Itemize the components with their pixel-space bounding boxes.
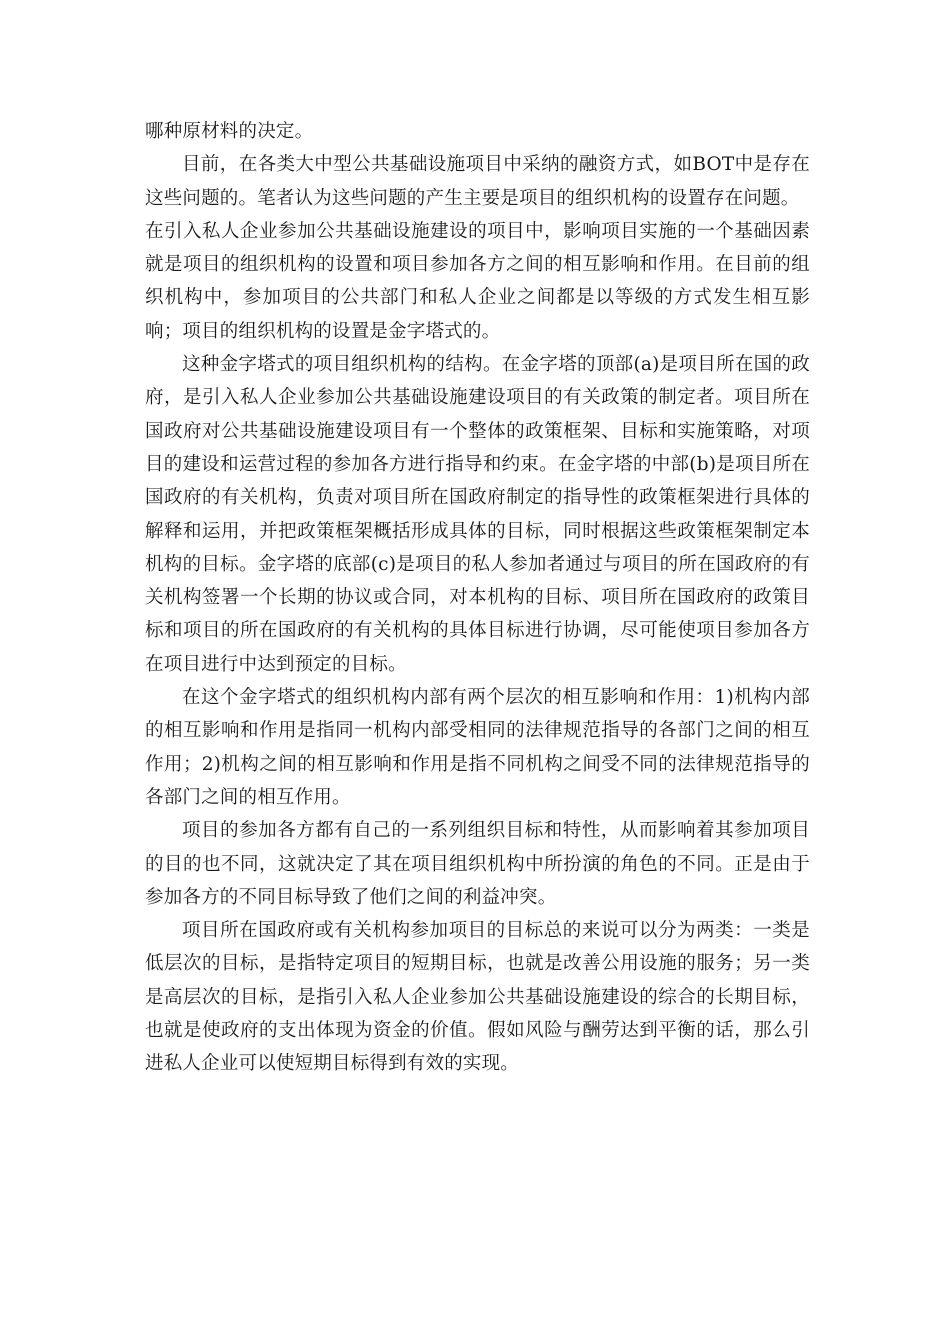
paragraph-continuation: 哪种原材料的决定。 bbox=[145, 121, 314, 142]
paragraph-government-goals: 项目所在国政府或有关机构参加项目的目标总的来说可以分为两类：一类是低层次的目标，是指特定项目的短期目标，也就是改善公用设施的服务；另一类是高层次的目标，是指引入私人企业参加公共基础设施建设的综合的长期目标，也就是使政府的支出体现为资金的价值。假如风险与酬劳达到平衡的话，那么引进私人企业可以使短期目标得到有效的实现。 bbox=[145, 920, 810, 1075]
paragraph-participant-goals: 项目的参加各方都有自己的一系列组织目标和特性，从而影响着其参加项目的目的也不同，这就决定了其在项目组织机构中所扮演的角色的不同。正是由于参加各方的不同目标导致了他们之间的利益冲突。 bbox=[145, 820, 810, 908]
paragraph-pyramid-structure: 这种金字塔式的项目组织机构的结构。在金字塔的顶部(a)是项目所在国的政府，是引入私人企业参加公共基础设施建设项目的有关政策的制定者。项目所在国政府对公共基础设施建设项目有一个整体的政策框架、目标和实施策略，对项目的建设和运营过程的参加各方进行指导和约束。在金字塔的中部(b)是项目所在国政府的有关机构，负责对项目所在国政府制定的指导性的政策框架进行具体的解释和运用，并把政策框架概括形成具体的目标，同时根据这些政策框架制定本机构的目标。金字塔的底部(c)是项目的私人参加者通过与项目的所在国政府的有关机构签署一个长期的协议或合同，对本机构的目标、项目所在国政府的政策目标和项目的所在国政府的有关机构的具体目标进行协调，尽可能使项目参加各方在项目进行中达到预定的目标。 bbox=[145, 354, 810, 675]
document-body bbox=[145, 115, 810, 1081]
paragraph-interaction-levels: 在这个金字塔式的组织机构内部有两个层次的相互影响和作用：1)机构内部的相互影响和作用是指同一机构内部受相同的法律规范指导的各部门之间的相互作用；2)机构之间的相互影响和作用是指不同机构之间受不同的法律规范指导的各部门之间的相互作用。 bbox=[145, 687, 810, 808]
paragraph-financing-problems: 目前，在各类大中型公共基础设施项目中采纳的融资方式，如BOT中是存在这些问题的。笔者认为这些问题的产生主要是项目的组织机构的设置存在问题。 bbox=[145, 154, 810, 209]
paragraph-organization-structure: 在引入私人企业参加公共基础设施建设的项目中，影响项目实施的一个基础因素就是项目的组织机构的设置和项目参加各方之间的相互影响和作用。在目前的组织机构中，参加项目的公共部门和私人企业之间都是以等级的方式发生相互影响；项目的组织机构的设置是金字塔式的。 bbox=[145, 220, 810, 342]
